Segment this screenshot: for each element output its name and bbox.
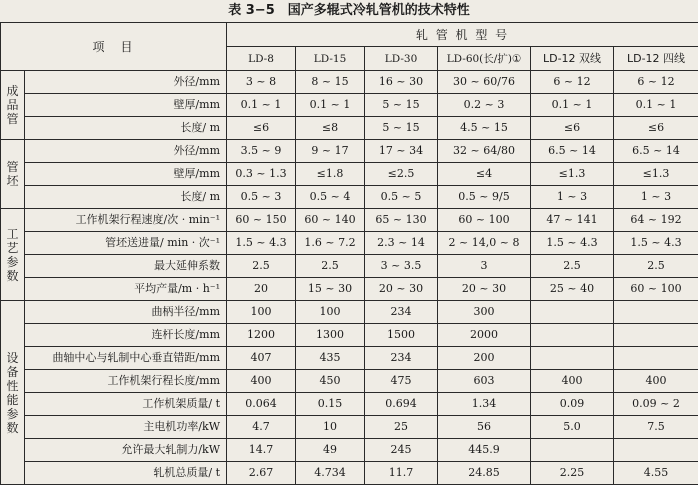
value-cell: 2.3 ~ 14 xyxy=(365,232,438,255)
value-cell: 5.0 xyxy=(531,416,614,439)
value-cell: 4.5 ~ 15 xyxy=(438,117,531,140)
value-cell: 300 xyxy=(438,301,531,324)
value-cell: 0.1 ~ 1 xyxy=(531,94,614,117)
value-cell: 400 xyxy=(227,370,296,393)
value-cell: 65 ~ 130 xyxy=(365,209,438,232)
value-cell: 6.5 ~ 14 xyxy=(614,140,698,163)
value-cell: 9 ~ 17 xyxy=(296,140,365,163)
value-cell: 2.5 xyxy=(531,255,614,278)
value-cell: ≤1.3 xyxy=(531,163,614,186)
value-cell: 0.09 ~ 2 xyxy=(614,393,698,416)
value-cell: 5 ~ 15 xyxy=(365,94,438,117)
value-cell: 60 ~ 100 xyxy=(614,278,698,301)
value-cell: 400 xyxy=(531,370,614,393)
table-row xyxy=(1,301,698,324)
param-cell: 壁厚/mm xyxy=(25,163,227,186)
value-cell: 47 ~ 141 xyxy=(531,209,614,232)
value-cell: 1500 xyxy=(365,324,438,347)
value-cell: 0.5 ~ 5 xyxy=(365,186,438,209)
value-cell: 60 ~ 100 xyxy=(438,209,531,232)
value-cell: ≤1.3 xyxy=(614,163,698,186)
value-cell: 234 xyxy=(365,347,438,370)
table-caption: 表 3−5 国产多辊式冷轧管机的技术特性 xyxy=(0,0,698,22)
value-cell: 30 ~ 60/76 xyxy=(438,71,531,94)
value-cell: ≤6 xyxy=(614,117,698,140)
value-cell: 6.5 ~ 14 xyxy=(531,140,614,163)
table-row xyxy=(1,140,698,163)
value-cell: 25 ~ 40 xyxy=(531,278,614,301)
param-cell: 曲柄半径/mm xyxy=(25,301,227,324)
value-cell: ≤6 xyxy=(531,117,614,140)
value-cell: 0.3 ~ 1.3 xyxy=(227,163,296,186)
value-cell: 2000 xyxy=(438,324,531,347)
value-cell: 20 ~ 30 xyxy=(438,278,531,301)
group-label: 管坯 xyxy=(1,140,25,209)
param-cell: 连杆长度/mm xyxy=(25,324,227,347)
value-cell xyxy=(614,301,698,324)
value-cell: 60 ~ 140 xyxy=(296,209,365,232)
value-cell: 0.694 xyxy=(365,393,438,416)
value-cell: 1300 xyxy=(296,324,365,347)
value-cell: 4.734 xyxy=(296,462,365,485)
param-cell: 工作机架行程长度/mm xyxy=(25,370,227,393)
table-row xyxy=(1,416,698,439)
model-header: LD-15 xyxy=(296,47,365,71)
value-cell: 1.6 ~ 7.2 xyxy=(296,232,365,255)
value-cell xyxy=(531,301,614,324)
param-cell: 工作机架质量/ t xyxy=(25,393,227,416)
value-cell xyxy=(614,324,698,347)
value-cell: ≤1.8 xyxy=(296,163,365,186)
value-cell: 56 xyxy=(438,416,531,439)
value-cell: ≤2.5 xyxy=(365,163,438,186)
value-cell: 20 xyxy=(227,278,296,301)
value-cell: 2.67 xyxy=(227,462,296,485)
value-cell: 15 ~ 30 xyxy=(296,278,365,301)
value-cell: 11.7 xyxy=(365,462,438,485)
model-header: LD-8 xyxy=(227,47,296,71)
value-cell xyxy=(614,347,698,370)
value-cell: 6 ~ 12 xyxy=(614,71,698,94)
value-cell: 3 ~ 3.5 xyxy=(365,255,438,278)
model-header: LD-60(长/扩)① xyxy=(438,47,531,71)
value-cell: 5 ~ 15 xyxy=(365,117,438,140)
table-row xyxy=(1,439,698,462)
item-header: 项 目 xyxy=(1,23,227,71)
param-cell: 最大延伸系数 xyxy=(25,255,227,278)
value-cell: 603 xyxy=(438,370,531,393)
value-cell: 10 xyxy=(296,416,365,439)
table-row xyxy=(1,255,698,278)
value-cell: 4.55 xyxy=(614,462,698,485)
value-cell: ≤4 xyxy=(438,163,531,186)
spec-table-body xyxy=(1,71,698,485)
model-header: LD-12 双线 xyxy=(531,47,614,71)
value-cell: 16 ~ 30 xyxy=(365,71,438,94)
value-cell xyxy=(531,439,614,462)
value-cell: 2.5 xyxy=(614,255,698,278)
value-cell: 0.5 ~ 3 xyxy=(227,186,296,209)
table-row xyxy=(1,94,698,117)
value-cell: 8 ~ 15 xyxy=(296,71,365,94)
value-cell: 1 ~ 3 xyxy=(531,186,614,209)
param-cell: 主电机功率/kW xyxy=(25,416,227,439)
value-cell: 400 xyxy=(614,370,698,393)
param-cell: 曲轴中心与轧制中心垂直错距/mm xyxy=(25,347,227,370)
value-cell: 24.85 xyxy=(438,462,531,485)
group-label: 成品管 xyxy=(1,71,25,140)
value-cell: 100 xyxy=(296,301,365,324)
param-cell: 外径/mm xyxy=(25,71,227,94)
value-cell: 1.5 ~ 4.3 xyxy=(531,232,614,255)
value-cell: 0.5 ~ 9/5 xyxy=(438,186,531,209)
table-row xyxy=(1,278,698,301)
value-cell: 1 ~ 3 xyxy=(614,186,698,209)
value-cell: 1.34 xyxy=(438,393,531,416)
value-cell: 450 xyxy=(296,370,365,393)
value-cell: 3.5 ~ 9 xyxy=(227,140,296,163)
value-cell: 1.5 ~ 4.3 xyxy=(614,232,698,255)
table-row xyxy=(1,462,698,485)
model-header: LD-12 四线 xyxy=(614,47,698,71)
value-cell: 7.5 xyxy=(614,416,698,439)
table-row xyxy=(1,117,698,140)
value-cell: 49 xyxy=(296,439,365,462)
value-cell: ≤6 xyxy=(227,117,296,140)
param-cell: 长度/ m xyxy=(25,117,227,140)
value-cell: 475 xyxy=(365,370,438,393)
group-label: 工艺参数 xyxy=(1,209,25,301)
value-cell: 0.09 xyxy=(531,393,614,416)
param-cell: 外径/mm xyxy=(25,140,227,163)
value-cell: 2.5 xyxy=(296,255,365,278)
value-cell: 14.7 xyxy=(227,439,296,462)
value-cell: 1200 xyxy=(227,324,296,347)
table-row xyxy=(1,347,698,370)
table-row xyxy=(1,393,698,416)
value-cell: 32 ~ 64/80 xyxy=(438,140,531,163)
table-row xyxy=(1,71,698,94)
value-cell: 0.2 ~ 3 xyxy=(438,94,531,117)
model-group-header: 轧 管 机 型 号 xyxy=(227,23,698,47)
value-cell: ≤8 xyxy=(296,117,365,140)
param-cell: 允许最大轧制力/kW xyxy=(25,439,227,462)
param-cell: 管坯送进量/ min · 次⁻¹ xyxy=(25,232,227,255)
value-cell: 100 xyxy=(227,301,296,324)
value-cell: 2 ~ 14,0 ~ 8 xyxy=(438,232,531,255)
value-cell: 0.1 ~ 1 xyxy=(614,94,698,117)
value-cell: 0.15 xyxy=(296,393,365,416)
value-cell: 0.1 ~ 1 xyxy=(227,94,296,117)
param-cell: 轧机总质量/ t xyxy=(25,462,227,485)
value-cell: 234 xyxy=(365,301,438,324)
value-cell: 20 ~ 30 xyxy=(365,278,438,301)
value-cell: 2.25 xyxy=(531,462,614,485)
table-row xyxy=(1,163,698,186)
value-cell: 6 ~ 12 xyxy=(531,71,614,94)
table-row xyxy=(1,370,698,393)
value-cell xyxy=(531,347,614,370)
model-header: LD-30 xyxy=(365,47,438,71)
value-cell xyxy=(614,439,698,462)
value-cell: 0.064 xyxy=(227,393,296,416)
value-cell: 445.9 xyxy=(438,439,531,462)
value-cell: 1.5 ~ 4.3 xyxy=(227,232,296,255)
table-row xyxy=(1,186,698,209)
spec-table xyxy=(0,22,698,485)
table-row xyxy=(1,324,698,347)
value-cell: 2.5 xyxy=(227,255,296,278)
value-cell: 60 ~ 150 xyxy=(227,209,296,232)
param-cell: 长度/ m xyxy=(25,186,227,209)
value-cell: 200 xyxy=(438,347,531,370)
value-cell: 3 xyxy=(438,255,531,278)
value-cell: 25 xyxy=(365,416,438,439)
value-cell xyxy=(531,324,614,347)
value-cell: 4.7 xyxy=(227,416,296,439)
table-row xyxy=(1,209,698,232)
param-cell: 壁厚/mm xyxy=(25,94,227,117)
value-cell: 407 xyxy=(227,347,296,370)
param-cell: 平均产量/m · h⁻¹ xyxy=(25,278,227,301)
value-cell: 17 ~ 34 xyxy=(365,140,438,163)
value-cell: 0.1 ~ 1 xyxy=(296,94,365,117)
value-cell: 245 xyxy=(365,439,438,462)
value-cell: 435 xyxy=(296,347,365,370)
value-cell: 64 ~ 192 xyxy=(614,209,698,232)
value-cell: 3 ~ 8 xyxy=(227,71,296,94)
group-label: 设备性能参数 xyxy=(1,301,25,485)
value-cell: 0.5 ~ 4 xyxy=(296,186,365,209)
table-row xyxy=(1,232,698,255)
param-cell: 工作机架行程速度/次 · min⁻¹ xyxy=(25,209,227,232)
